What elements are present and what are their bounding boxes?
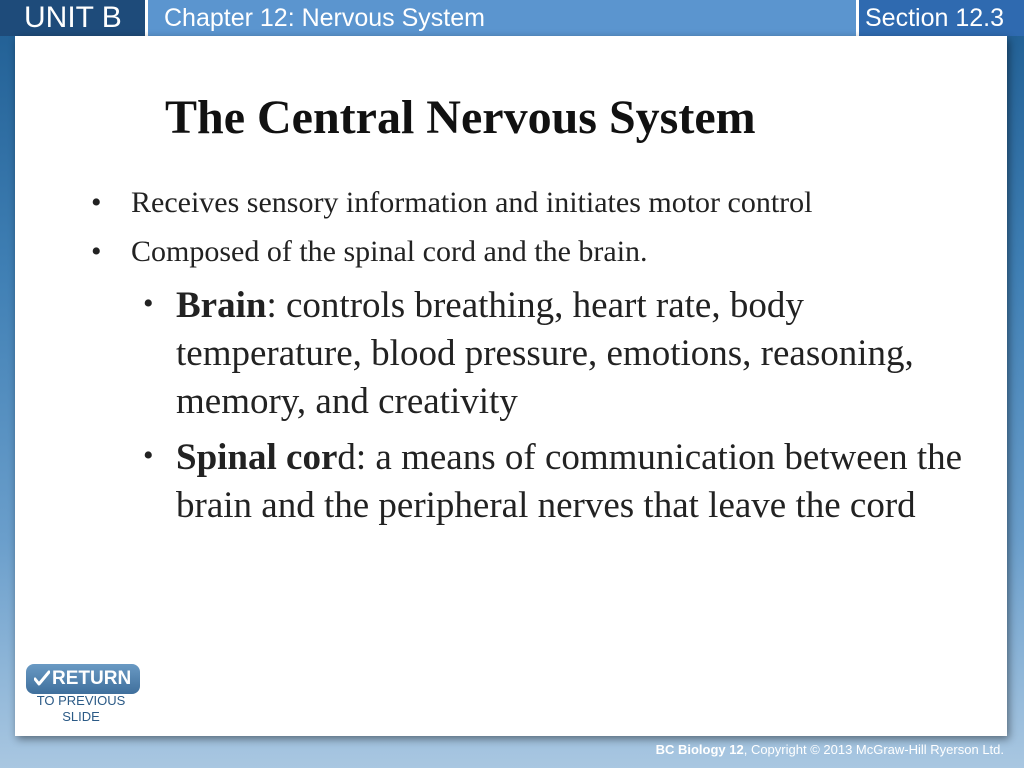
bullet-marker: • (143, 287, 154, 320)
bullet-marker: • (143, 439, 154, 472)
footer-copyright-text: , Copyright © 2013 McGraw-Hill Ryerson Ltd. (743, 742, 1004, 757)
slide-title: The Central Nervous System (165, 91, 756, 144)
bullet-text: Composed of the spinal cord and the brain. (131, 235, 648, 268)
header-bar (0, 0, 1024, 36)
checkmark-arrow-icon (34, 664, 50, 694)
footer-book-title: BC Biology 12 (655, 742, 744, 757)
sub-bullet-term: Spinal cor (176, 437, 338, 478)
sub-bullet-text (143, 282, 993, 426)
section-label: Section 12.3 (856, 0, 1024, 36)
sub-bullet-text (143, 434, 993, 530)
footer-copyright (656, 742, 1004, 757)
sub-bullet-definition: : controls breathing, heart rate, body temperature, blood pressure, emotions, reasoning, memory, and creativity (176, 285, 914, 422)
bullet-marker: • (91, 186, 102, 219)
bullet-item (91, 186, 813, 220)
sub-bullet-definition: d: a means of communication between the brain and the peripheral nerves that leave the cord (176, 437, 963, 526)
bullet-text: Receives sensory information and initiates motor control (131, 186, 813, 219)
bullet-item (91, 235, 648, 269)
return-button[interactable] (26, 664, 140, 694)
return-label: RETURN (52, 668, 132, 689)
unit-label: UNIT B (0, 0, 148, 36)
sub-bullet-item (143, 434, 993, 530)
bullet-marker: • (91, 235, 102, 268)
sub-bullet-item (143, 282, 993, 426)
chapter-label: Chapter 12: Nervous System (148, 0, 856, 36)
slide-panel (15, 36, 1007, 736)
sub-bullet-term: Brain (176, 285, 267, 326)
return-sublabel[interactable]: TO PREVIOUS SLIDE (36, 693, 126, 724)
